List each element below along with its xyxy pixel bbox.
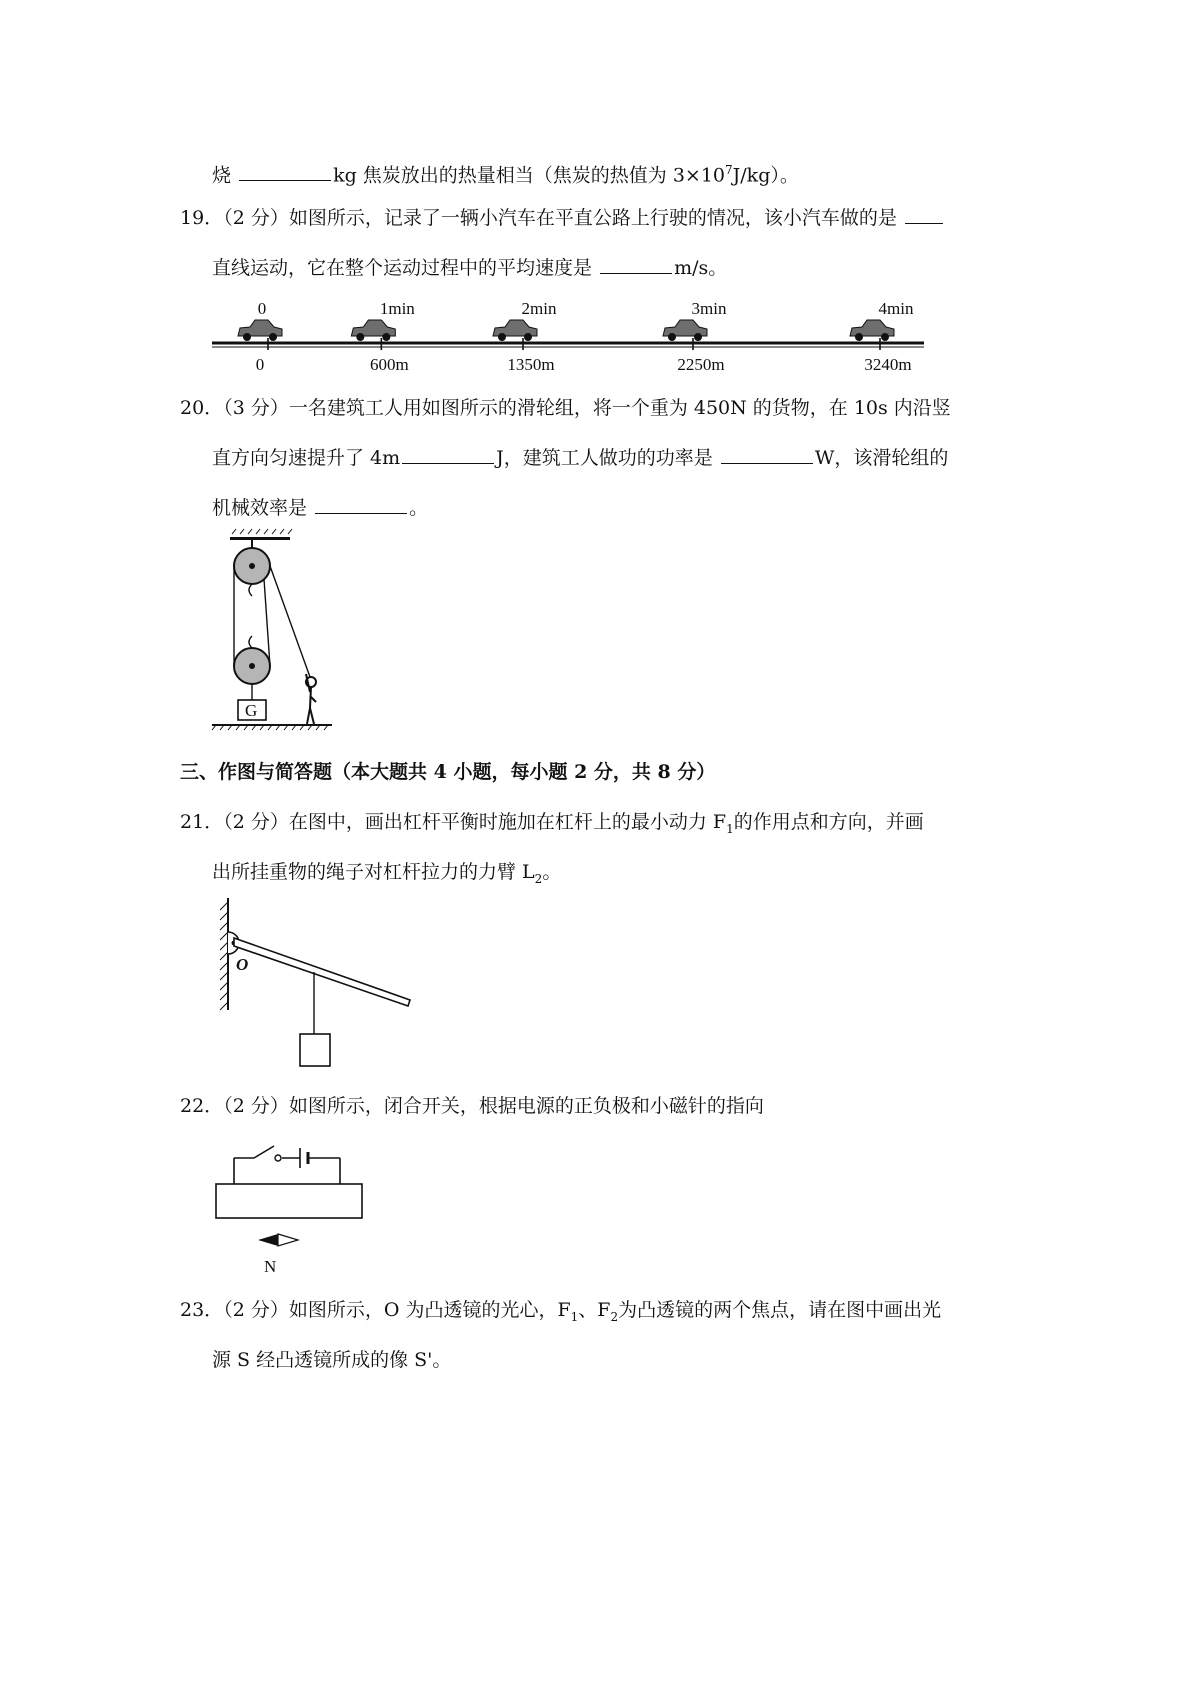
q23-sub-1: 1 xyxy=(570,1309,579,1324)
q19-number: 19． xyxy=(180,207,224,229)
car-wheel-0-0 xyxy=(243,333,251,341)
q21-sub-2: 2 xyxy=(534,871,543,886)
ceiling xyxy=(230,537,290,540)
time-label-3: 3min xyxy=(691,299,727,318)
q20-text-2b: J，建筑工人做功的功率是 xyxy=(496,447,713,469)
q18-after-blank: kg 焦炭放出的热量相当（焦炭的热值为 3×10 xyxy=(333,164,726,187)
q18-tail-line xyxy=(212,156,799,189)
q19-line2 xyxy=(212,254,727,282)
q22-text-1: 如图所示，闭合开关，根据电源的正负极和小磁针的指向 xyxy=(288,1095,764,1117)
time-label-0: 0 xyxy=(257,299,267,318)
q23-text-2: 源 S 经凸透镜所成的像 S'。 xyxy=(212,1349,452,1371)
q20-text-2c: W，该滑轮组的 xyxy=(814,447,949,469)
q23-line2 xyxy=(212,1346,451,1374)
q22-line1 xyxy=(180,1092,764,1120)
q20-score: （3 分） xyxy=(223,397,289,419)
q18-prefix: 烧 xyxy=(212,164,232,187)
q20-number: 20． xyxy=(180,397,224,419)
weight-label: G xyxy=(245,701,258,720)
car-wheel-3-0 xyxy=(668,333,676,341)
compass-needle-dark xyxy=(258,1234,278,1246)
q19-motion-blank[interactable] xyxy=(905,205,943,224)
car-icon-0 xyxy=(238,320,282,336)
car-wheel-4-1 xyxy=(881,333,889,341)
q23-line1 xyxy=(180,1296,941,1331)
ceiling-hatch xyxy=(232,529,292,534)
car-wheel-2-0 xyxy=(498,333,506,341)
solenoid-core xyxy=(216,1184,362,1218)
q20-text-2a: 直方向匀速提升了 4m xyxy=(212,447,401,469)
car-icon-2 xyxy=(493,320,537,336)
distance-label-1: 600m xyxy=(369,355,409,374)
q21-text-2b: 。 xyxy=(542,861,562,883)
q20-power-blank[interactable] xyxy=(721,445,813,464)
distance-label-4: 3240m xyxy=(864,355,912,374)
q20-line3 xyxy=(212,494,428,522)
car-wheel-4-0 xyxy=(855,333,863,341)
compass-needle-light xyxy=(278,1234,298,1246)
q19-speed-blank[interactable] xyxy=(600,255,672,274)
car-icon-3 xyxy=(663,320,707,336)
q20-line1 xyxy=(180,394,951,422)
wall-hatch xyxy=(220,902,228,1010)
q19-line1 xyxy=(180,204,945,232)
switch-contact xyxy=(275,1155,281,1161)
q21-sub-1: 1 xyxy=(726,821,734,836)
car-wheel-1-0 xyxy=(356,333,364,341)
q20-work-blank[interactable] xyxy=(402,445,494,464)
q19-text-2b: m/s。 xyxy=(674,257,728,279)
q23-text-1b: 为凸透镜的两个焦点，请在图中画出光 xyxy=(618,1299,942,1321)
pulley-figure xyxy=(212,534,372,744)
q20-text-1: 一名建筑工人用如图所示的滑轮组，将一个重为 450N 的货物，在 10s 内沿竖 xyxy=(288,397,951,419)
q19-text-1: 如图所示，记录了一辆小汽车在平直公路上行驶的情况，该小汽车做的是 xyxy=(288,207,897,229)
q22-number: 22． xyxy=(180,1095,224,1117)
car-icon-1 xyxy=(351,320,395,336)
time-label-4: 4min xyxy=(878,299,914,318)
q21-line2 xyxy=(212,858,561,893)
lever-bar xyxy=(234,938,410,1006)
car-motion-figure xyxy=(212,294,932,374)
distance-label-0: 0 xyxy=(255,355,265,374)
q21-text-1a: 在图中，画出杠杆平衡时施加在杠杆上的最小动力 F xyxy=(288,811,727,833)
q23-score: （2 分） xyxy=(223,1299,289,1321)
q19-text-2a: 直线运动，它在整个运动过程中的平均速度是 xyxy=(212,257,593,279)
circuit-figure xyxy=(214,1136,374,1276)
distance-label-3: 2250m xyxy=(677,355,725,374)
car-wheel-3-1 xyxy=(694,333,702,341)
q21-text-1b: 的作用点和方向，并画 xyxy=(733,811,924,833)
car-wheel-0-1 xyxy=(269,333,277,341)
q23-number: 23． xyxy=(180,1299,224,1321)
time-label-2: 2min xyxy=(521,299,557,318)
q21-line1 xyxy=(180,808,924,843)
car-wheel-2-1 xyxy=(524,333,532,341)
q18-answer-blank[interactable] xyxy=(239,162,331,181)
q20-efficiency-blank[interactable] xyxy=(315,495,407,514)
car-wheel-1-1 xyxy=(382,333,390,341)
q20-line2 xyxy=(212,444,948,472)
q18-suffix: J/kg）。 xyxy=(732,164,799,187)
q21-number: 21． xyxy=(180,811,224,833)
hanging-weight xyxy=(300,1034,330,1066)
circuit-wires xyxy=(234,1146,340,1184)
q21-score: （2 分） xyxy=(223,811,289,833)
distance-label-2: 1350m xyxy=(507,355,555,374)
q23-text-1a: 如图所示，O 为凸透镜的光心，F xyxy=(288,1299,571,1321)
needle-label: N xyxy=(264,1257,277,1276)
car-icon-4 xyxy=(850,320,894,336)
time-label-1: 1min xyxy=(379,299,415,318)
q19-score: （2 分） xyxy=(223,207,289,229)
q18-exponent: 7 xyxy=(725,163,733,177)
q20-text-3a: 机械效率是 xyxy=(212,497,308,519)
q23-sub-2: 2 xyxy=(610,1309,619,1324)
q21-text-2a: 出所挂重物的绳子对杠杆拉力的力臂 L xyxy=(212,861,535,883)
q20-text-3b: 。 xyxy=(409,497,429,519)
section3-heading: 三、作图与简答题（本大题共 4 小题，每小题 2 分，共 8 分） xyxy=(180,761,716,783)
q23-text-1mid: 、F xyxy=(578,1299,611,1321)
worker-icon xyxy=(306,674,316,724)
lever-figure xyxy=(210,898,430,1078)
pivot-label: O xyxy=(236,955,249,974)
q22-score: （2 分） xyxy=(223,1095,289,1117)
